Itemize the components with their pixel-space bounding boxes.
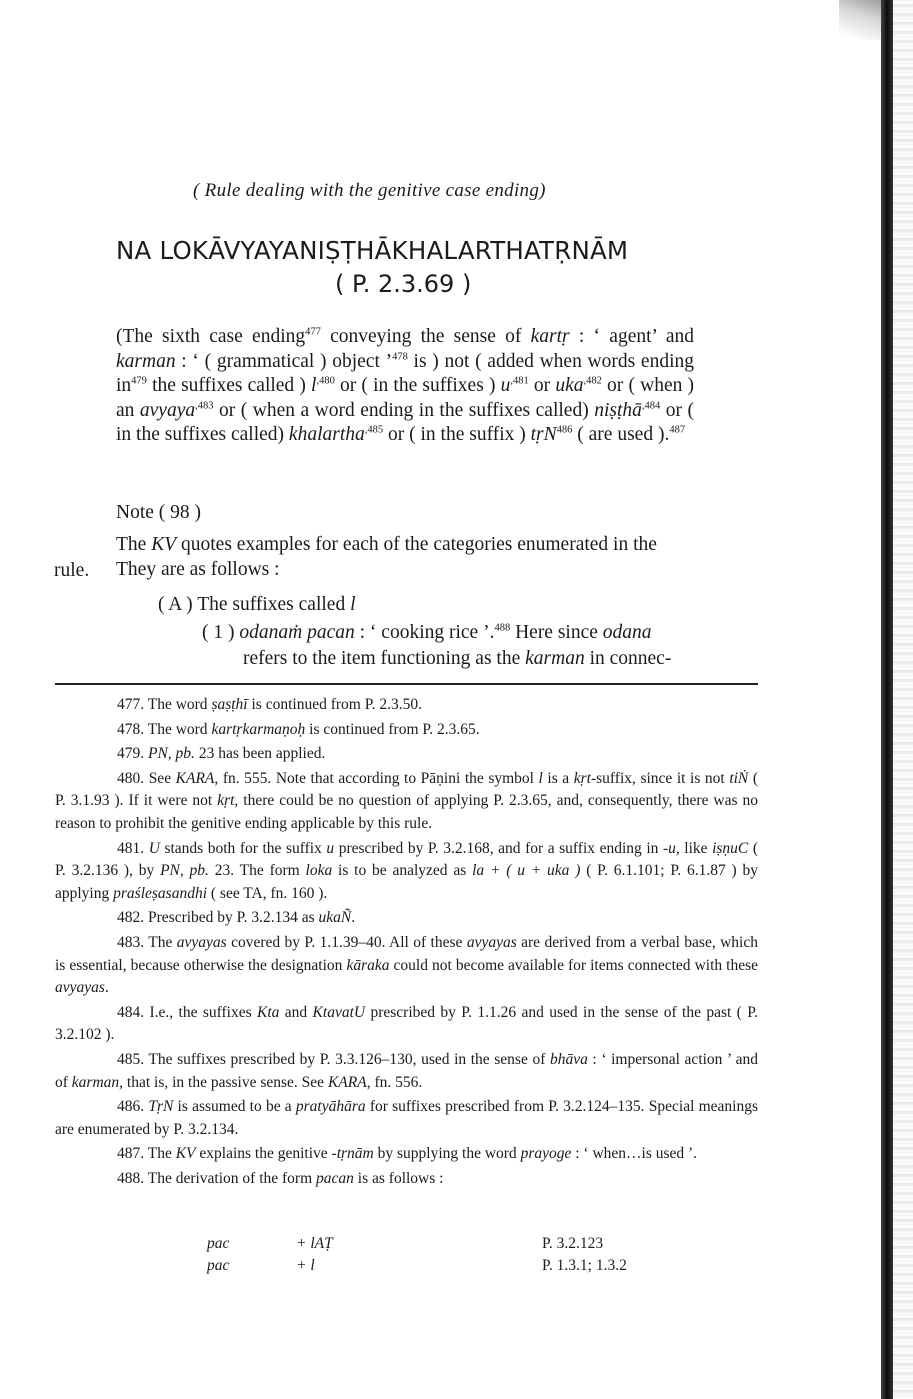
term: prayoge <box>520 1145 572 1163</box>
footnote-479 <box>55 743 758 766</box>
term: pratyāhāra <box>295 1098 366 1116</box>
term: Kta <box>257 1003 280 1021</box>
footnote-ref: ,482 <box>583 375 602 387</box>
page-corner-shadow <box>839 0 883 40</box>
term: TṛN <box>148 1098 174 1116</box>
rule-translation-paragraph <box>116 325 694 448</box>
text-run: The suffixes prescribed by P. 3.3.126–130, used in the sense of <box>144 1050 550 1068</box>
text-run: or ( in the suffixes ) <box>334 375 501 396</box>
footnote-ref: 479 <box>131 375 147 387</box>
term: KARA <box>175 769 215 787</box>
page-edge <box>893 0 913 1399</box>
footnote-ref: ,481 <box>510 375 529 387</box>
text-run: and <box>279 1003 313 1021</box>
footnote-divider <box>55 683 758 685</box>
text-run: They are as follows : <box>116 558 280 580</box>
term: kṛt <box>573 769 591 787</box>
term: avyaya <box>139 399 196 421</box>
text-run: (The sixth case ending <box>116 326 306 347</box>
text-run: conveying the sense of <box>320 326 531 347</box>
footnote-number: 482. <box>117 909 145 927</box>
text-run: : ‘ cooking rice ’. <box>354 622 495 643</box>
category-a-heading <box>158 594 356 616</box>
text-run: there could be no question of applying P. 2.3.65, and, consequently, there was no reason to prohibit the genitive ending applicable by this rule. <box>55 792 758 832</box>
rule-word: rule. <box>54 560 90 581</box>
text-run: in connec- <box>584 648 672 669</box>
footnote-number: 485. <box>117 1050 145 1068</box>
term: kartṛkarmaṇoḥ <box>211 720 306 738</box>
text-run: that is, in the passive sense. See <box>123 1073 328 1091</box>
term: tṛN <box>530 424 557 445</box>
term: odanaṁ pacan <box>239 622 355 643</box>
rule-title: NA LOKĀVYAYANIṢṬHĀKHALARTHATṚNĀM <box>116 236 629 265</box>
footnote-number: 481. <box>117 839 145 857</box>
text-run: or ( in the suffixes called) <box>116 399 694 445</box>
text-run: , fn. 555. Note that according to Pāṇini the symbol <box>214 769 539 787</box>
text-run: is a <box>542 769 574 787</box>
term: tiṄ <box>729 769 749 787</box>
text-run: 23 has been applied. <box>194 745 326 763</box>
footnote-ref: 487 <box>669 424 686 436</box>
text-run: , fn. 556. <box>366 1073 423 1091</box>
text-run: quotes examples for each of the categories enumerated in the <box>176 534 657 555</box>
text-run: : ‘ when…is used ’. <box>571 1145 698 1163</box>
text-run: -suffix, since it is not <box>590 769 730 787</box>
derivation-base: pac <box>207 1257 230 1274</box>
text-run: Prescribed by P. 3.2.134 as <box>144 909 319 927</box>
footnote-ref: 477 <box>305 326 321 338</box>
text-run: . <box>351 909 356 927</box>
text-run: or <box>528 375 556 396</box>
term: praśleṣasandhi <box>113 884 207 902</box>
text-run: ( P. 6.1.101; P. 6.1.87 ) by applying <box>55 862 759 902</box>
term: karman <box>525 648 585 669</box>
term: avyayas <box>176 933 227 951</box>
text-run: The <box>116 534 152 555</box>
text-run: The derivation of the form <box>144 1169 317 1187</box>
text-run: ( are used ). <box>572 424 670 445</box>
text-run: The word <box>144 720 212 738</box>
text-run: like <box>679 839 713 857</box>
footnote-ref: ,483 <box>195 400 214 411</box>
term: avyayas <box>466 933 517 951</box>
footnote-486 <box>55 1096 758 1141</box>
footnote-ref: ,485 <box>364 424 384 436</box>
suffix-text: + l <box>296 1257 315 1274</box>
term: PN, pb. <box>160 862 209 880</box>
note-paragraph <box>116 533 760 582</box>
text-run: for suffixes prescribed from P. 3.2.124–135. Special meanings are enumerated by P. 3.2.134. <box>55 1098 759 1138</box>
term: karman <box>116 350 176 372</box>
term: karman, <box>71 1073 124 1091</box>
term: uka <box>555 375 584 396</box>
footnote-ref: 488 <box>494 622 511 634</box>
text-run: explains the genitive <box>195 1145 332 1163</box>
text-run: ( P. 3.1.93 ). If it were not <box>55 769 758 810</box>
text-run: or ( when ) an <box>116 375 695 421</box>
footnote-483 <box>55 932 758 1000</box>
text-run: is continued from P. 2.3.50. <box>247 696 422 713</box>
footnote-number: 480. <box>117 769 145 787</box>
term: KtavatU <box>312 1003 366 1021</box>
derivation-suffix <box>296 1257 315 1275</box>
footnote-ref: ,480 <box>316 375 335 387</box>
term: khalartha <box>288 424 365 445</box>
text-run: Here since <box>510 622 603 643</box>
text-run: prescribed by P. 1.1.26 and used in the sense of the past ( P. 3.2.102 ). <box>55 1003 758 1044</box>
text-run: The <box>144 1145 176 1163</box>
footnote-number: 478. <box>117 720 145 738</box>
footnote-477 <box>55 694 758 717</box>
text-run: 23. The form <box>208 862 306 880</box>
text-run: by supplying the word <box>373 1145 521 1163</box>
text-run: is assumed to be a <box>173 1098 296 1116</box>
text-run: stands both for the suffix <box>159 839 327 857</box>
suffix-text: + lAṬ <box>296 1235 333 1252</box>
derivation-base: pac <box>207 1235 230 1252</box>
text-run: covered by P. 1.1.39–40. All of these <box>226 933 467 951</box>
term: u <box>326 839 335 857</box>
footnote-481 <box>55 838 758 906</box>
example-continuation <box>202 646 758 672</box>
footnote-number: 484. <box>117 1003 145 1021</box>
text-run: is to be analyzed as <box>332 862 473 880</box>
text-run: The word <box>144 696 212 713</box>
footnote-number: 477. <box>117 696 145 713</box>
text-run: ( see TA, fn. 160 ). <box>207 884 328 902</box>
term: bhāva <box>549 1050 588 1068</box>
text-run: refers to the item functioning as the <box>243 648 526 669</box>
footnote-ref: 478 <box>392 351 408 362</box>
term: avyayas <box>55 979 105 997</box>
term: kāraka <box>346 956 390 974</box>
footnote-480 <box>55 768 758 836</box>
term: KARA <box>327 1073 367 1091</box>
text-run: is ) not ( added when words ending in <box>116 350 694 396</box>
term: PN, pb. <box>148 745 195 763</box>
text-run: or ( in the suffix ) <box>383 424 531 445</box>
text-run: ( P. 3.2.136 ), by <box>55 839 758 880</box>
note-label: Note ( 98 ) <box>116 502 202 523</box>
text-run: The <box>144 933 177 951</box>
rule-subtitle: ( Rule dealing with the genitive case ending) <box>193 180 546 201</box>
term: odana <box>602 622 652 643</box>
term: u <box>500 375 511 396</box>
text-run: is as follows : <box>353 1169 444 1187</box>
text-run: : ‘ ( grammatical ) object ’ <box>175 350 393 372</box>
derivation-reference: P. 1.3.1; 1.3.2 <box>542 1257 627 1274</box>
text-run: the suffixes called ) <box>146 375 312 396</box>
text-run: or ( when a word ending in the suffixes called) <box>213 399 595 421</box>
text-run: See <box>144 769 176 787</box>
derivation-reference: P. 3.2.123 <box>542 1235 604 1252</box>
text-run: . <box>104 979 109 997</box>
footnote-488 <box>55 1168 758 1191</box>
term: U <box>148 839 160 857</box>
footnote-number: 483. <box>117 933 145 951</box>
book-spine-shadow <box>881 0 893 1399</box>
term: l <box>538 769 543 787</box>
footnote-ref: 486 <box>556 424 573 436</box>
term: ṣaṣṭhī <box>211 696 248 713</box>
term: -tṛnām <box>331 1145 374 1163</box>
footnote-ref: ,484 <box>641 400 661 411</box>
term: KV <box>151 534 177 555</box>
footnote-484 <box>55 1002 758 1047</box>
term: l <box>311 375 317 396</box>
footnotes <box>55 694 758 1192</box>
footnote-number: 479. <box>117 745 145 763</box>
footnote-478 <box>55 719 758 742</box>
term: iṣṇuC <box>712 839 749 857</box>
term: KV <box>175 1145 196 1163</box>
text-run: are derived from a verbal base, which is essential, because otherwise the designation <box>55 933 758 974</box>
footnote-485 <box>55 1049 758 1094</box>
term: kartṛ <box>530 326 570 347</box>
text-run: : ‘ impersonal action ’ and of <box>55 1050 759 1091</box>
term: ukaÑ <box>318 909 352 927</box>
footnote-number: 487. <box>117 1145 145 1163</box>
text-run: is continued from P. 2.3.65. <box>305 720 480 738</box>
term: niṣṭhā <box>594 399 642 421</box>
text-run: : ‘ agent’ and <box>569 326 694 347</box>
term: kṛt, <box>217 792 239 810</box>
derivation-suffix <box>296 1235 333 1253</box>
term: la + ( u + uka ) <box>472 862 581 880</box>
footnote-487 <box>55 1143 758 1166</box>
footnote-number: 486. <box>117 1098 145 1116</box>
footnote-482 <box>55 907 758 930</box>
term: -u, <box>662 839 680 857</box>
term: l <box>350 594 356 615</box>
example-1 <box>202 620 758 672</box>
text-run: could not become available for items connected with these <box>389 956 758 974</box>
text-run: ( A ) The suffixes called <box>158 594 351 615</box>
term: pacan <box>316 1169 354 1187</box>
term: loka <box>305 862 333 880</box>
example-number: ( 1 ) <box>202 622 240 643</box>
text-run: I.e., the suffixes <box>144 1003 258 1021</box>
footnote-number: 488. <box>117 1169 145 1187</box>
text-run: prescribed by P. 3.2.168, and for a suffix ending in <box>334 839 663 857</box>
rule-reference: ( P. 2.3.69 ) <box>335 270 472 298</box>
